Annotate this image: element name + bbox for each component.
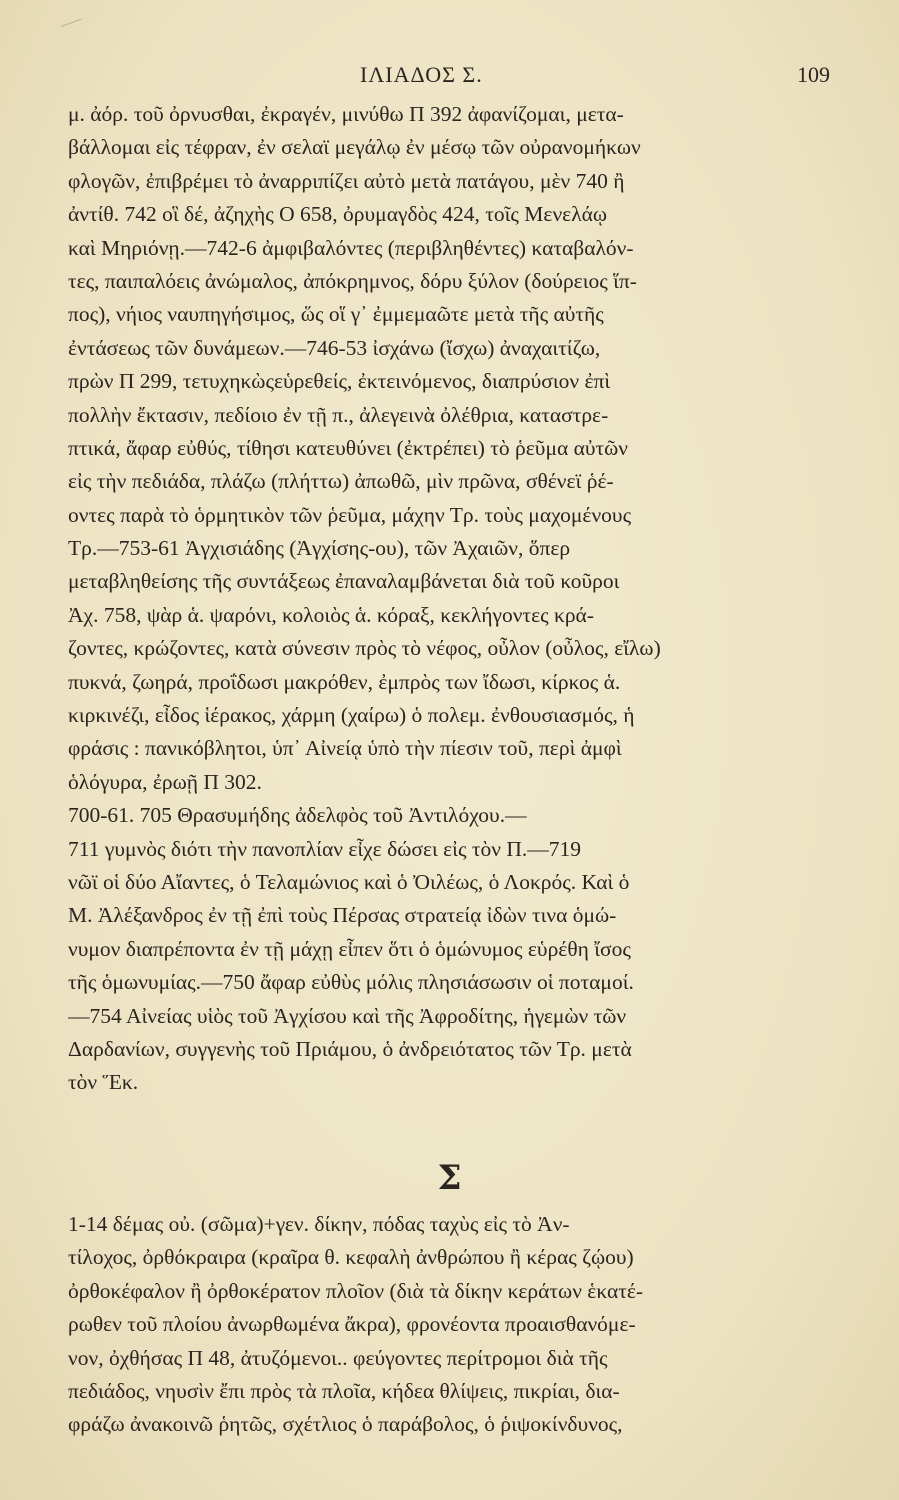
text-line: φράσις : πανικόβλητοι, ὑπ᾽ Αἰνείᾳ ὑπὸ τὴν πίεσιν τοῦ, περὶ ἀμφὶ <box>68 736 622 761</box>
text-line: πρὼν Π 299, τετυχηκὼςεὑρεθείς, ἐκτεινόμενος, διαπρύσιον ἐπὶ <box>68 369 611 394</box>
page-header <box>60 62 830 96</box>
text-line: ζοντες, κρώζοντες, κατὰ σύνεσιν πρὸς τὸ νέφος, οὖλον (οὖλος, εἴλω) <box>68 636 661 661</box>
text-line: φλογῶν, ἐπιβρέμει τὸ ἀναρριπίζει αὐτὸ μετὰ πατάγου, μὲν 740 ἢ <box>68 168 625 193</box>
text-line: ἀντίθ. 742 οἳ δέ, ἀζηχὴς Ο 658, ὀρυμαγδὸς 424, τοῖς Μενελάῳ <box>68 202 608 227</box>
text-line: πολλὴν ἔκτασιν, πεδίοιο ἐν τῇ π., ἀλεγεινὰ ὀλέθρια, καταστρε- <box>68 402 609 427</box>
text-line: Τρ.—753-61 Ἀγχισιάδης (Ἀγχίσης-ου), τῶν Ἀχαιῶν, ὅπερ <box>68 536 571 561</box>
text-line: τες, παιπαλόεις ἀνώμαλος, ἀπόκρημνος, δόρυ ξύλον (δούρειος ἵπ- <box>68 268 637 293</box>
text-line: πτικά, ἄφαρ εὐθύς, τίθησι κατευθύνει (ἐκτρέπει) τὸ ῥεῦμα αὐτῶν <box>68 435 629 460</box>
text-line: πυκνά, ζωηρά, προΐδωσι μακρόθεν, ἐμπρὸς των ἴδωσι, κίρκος ἁ. <box>68 669 621 694</box>
text-line: νυμον διαπρέποντα ἐν τῇ μάχῃ εἶπεν ὅτι ὁ ὁμώνυμος εὑρέθη ἴσος <box>68 936 631 961</box>
margin-mark <box>61 19 85 37</box>
text-line: τὸν Ἕκ. <box>68 1070 139 1095</box>
text-line: κιρκινέζι, εἶδος ἱέρακος, χάρμη (χαίρω) ὁ πολεμ. ἐνθουσιασμός, ἡ <box>68 703 635 728</box>
text-line: ρωθεν τοῦ πλοίου ἀνωρθωμένα ἄκρα), φρονέοντα προαισθανόμε- <box>68 1312 636 1337</box>
text-line: 700-61. 705 Θρασυμήδης ἀδελφὸς τοῦ Ἀντιλόχου.— <box>68 803 527 828</box>
section-heading: Σ <box>437 1158 462 1198</box>
text-line: Μ. Ἀλέξανδρος ἐν τῇ ἐπὶ τοὺς Πέρσας στρατείᾳ ἰδὼν τινα ὁμώ- <box>68 903 617 928</box>
text-line: οντες παρὰ τὸ ὁρμητικὸν τῶν ῥεῦμα, μάχην Τρ. τοὺς μαχομένους <box>68 502 632 527</box>
text-line: μεταβληθείσης τῆς συντάξεως ἐπαναλαμβάνεται διὰ τοῦ κοῦροι <box>68 569 620 594</box>
text-line: ὁλόγυρα, ἐρωῇ Π 302. <box>68 769 262 794</box>
text-line: —754 Αἰνείας υἱὸς τοῦ Ἀγχίσου καὶ τῆς Ἀφροδίτης, ἡγεμὼν τῶν <box>68 1003 627 1028</box>
text-line: ἐντάσεως τῶν δυνάμεων.—746-53 ἰσχάνω (ἴσχω) ἀναχαιτίζω, <box>68 335 601 360</box>
text-line: καὶ Μηριόνῃ.—742-6 ἀμφιβαλόντες (περιβληθέντες) καταβαλόν- <box>68 235 634 260</box>
commentary-text-section-sigma <box>68 1207 818 1441</box>
text-line: βάλλομαι εἰς τέφραν, ἐν σελαϊ μεγάλῳ ἐν μέσῳ τῶν οὐρανομήκων <box>68 135 641 160</box>
text-line: φράζω ἀνακοινῶ ῥητῶς, σχέτλιος ὁ παράβολος, ὁ ῥιψοκίνδυνος, <box>68 1412 623 1437</box>
text-line: τίλοχος, ὀρθόκραιρα (κραῖρα θ. κεφαλὴ ἀνθρώπου ἢ κέρας ζῴου) <box>68 1245 634 1270</box>
text-line: νον, ὀχθήσας Π 48, ἀτυζόμενοι.. φεύγοντες περίτρομοι διὰ τῆς <box>68 1345 608 1370</box>
text-line: 1-14 δέμας οὐ. (σῶμα)+γεν. δίκην, πόδας ταχὺς εἰς τὸ Ἀν- <box>68 1212 570 1236</box>
text-line: μ. ἀόρ. τοῦ ὀρνυσθαι, ἐκραγέν, μινύθω Π 392 ἀφανίζομαι, μετα- <box>68 102 624 126</box>
text-line: πος), νήιος ναυπηγήσιμος, ὥς οἵ γ᾽ ἐμμεμαῶτε μετὰ τῆς αὐτῆς <box>68 302 604 327</box>
text-line: πεδιάδος, νηυσὶν ἔπι πρὸς τὰ πλοῖα, κήδεα θλίψεις, πικρίαι, δια- <box>68 1378 620 1403</box>
text-line: ὀρθοκέφαλον ἢ ὀρθοκέρατον πλοῖον (διὰ τὰ δίκην κεράτων ἑκατέ- <box>68 1278 644 1303</box>
page-number: 109 <box>797 62 830 87</box>
text-line: τῆς ὁμωνυμίας.—750 ἄφαρ εὐθὺς μόλις πλησιάσωσιν οἱ ποταμοί. <box>68 970 634 995</box>
running-title: ΙΛΙΑΔΟΣ Σ. <box>360 62 483 87</box>
text-line: Ἀχ. 758, ψὰρ ἁ. ψαρόνι, κολοιὸς ἁ. κόραξ, κεκλήγοντες κρά- <box>68 602 594 627</box>
text-line: Δαρδανίων, συγγενὴς τοῦ Πριάμου, ὁ ἀνδρειότατος τῶν Τρ. μετὰ <box>68 1036 632 1061</box>
text-line: νῶϊ οἱ δύο Αἴαντες, ὁ Τελαμώνιος καὶ ὁ Ὀιλέως, ὁ Λοκρός. Καὶ ὁ <box>68 869 630 894</box>
text-line: εἰς τὴν πεδιάδα, πλάζω (πλήττω) ἀπωθῶ, μὶν πρῶνα, σθένεϊ ῥέ- <box>68 469 614 494</box>
commentary-text <box>68 98 818 1100</box>
text-line: 711 γυμνὸς διότι τὴν πανοπλίαν εἶχε δώσει εἰς τὸν Π.—719 <box>68 836 581 861</box>
